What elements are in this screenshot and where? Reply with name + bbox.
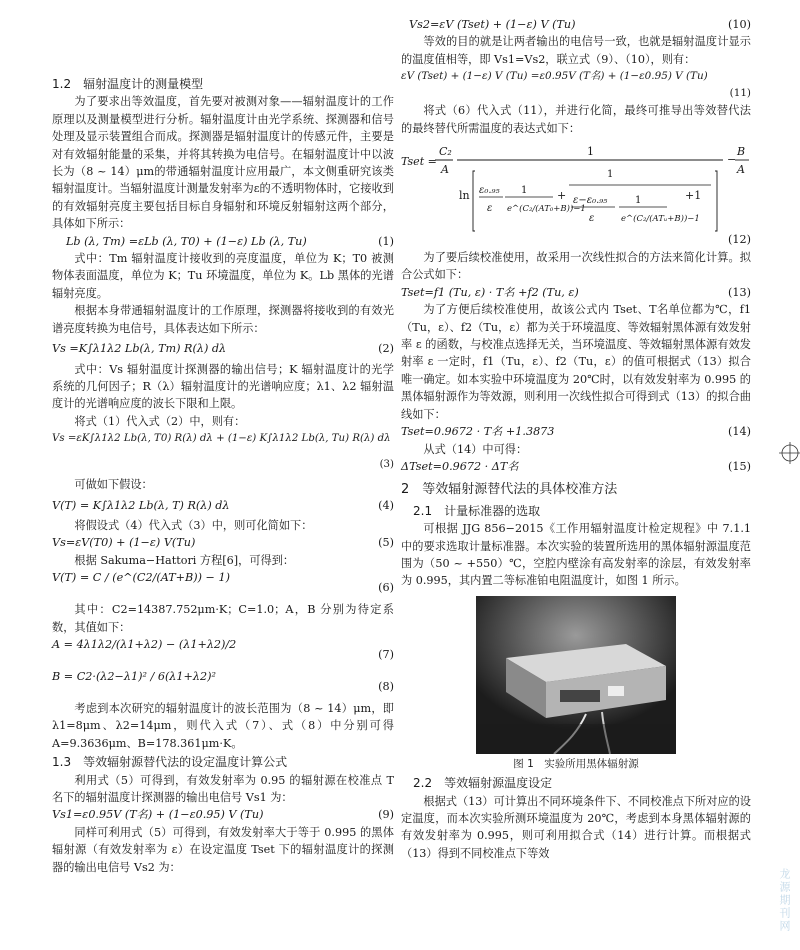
paragraph: 式中：Vs 辐射温度计探测器的输出信号；K 辐射温度计的光学系统的几何因子；R（λ）辐射温度计的光谱响应度；λ1、λ2 辐射温度计的光谱响应度的波长下限和上限。 (52, 362, 394, 411)
svg-text:1: 1 (607, 169, 614, 181)
paragraph: 将式（6）代入式（11），并进行化简，最终可推导出等效替代法的最终替代所需温度的表达式如下： (401, 104, 751, 135)
left-column (52, 76, 394, 876)
equation-3: Vs =εK∫λ1λ2 Lb(λ, T0) R(λ) dλ + (1−ε) K∫λ1λ2 Lb(λ, Tu) R(λ) dλ (3) (52, 433, 394, 471)
equation-15: ΔTset=0.9672 · ΔT名 (15) (401, 459, 751, 473)
equation-13: Tset=f1 (Tu, ε) · T名 +f2 (Tu, ε) (13) (401, 285, 751, 299)
paragraph: 为了要后续校准使用，故采用一次线性拟合的方法来简化计算。拟合公式如下： (401, 251, 751, 282)
equation-11: εV (Tset) + (1−ε) V (Tu) =ε0.95V (T名) + (1−ε0.95) V (Tu) (11) (401, 70, 751, 100)
equation-14: Tset=0.9672 · T名 +1.3873 (14) (401, 425, 751, 439)
svg-text:ln: ln (459, 189, 470, 203)
paragraph: 根据式（13）可计算出不同环境条件下、不同校准点下所对应的设定温度，而本次实验所测环境温度为 20℃，考虑到本身黑体辐射源的有效发射率为 0.995，则可利用拟合式（14）进行计算。而根据式（13）得到不同校准点下等效 (401, 794, 751, 860)
right-column (401, 16, 751, 862)
equation-7: A = 4λ1λ2/(λ1+λ2) − (λ1+λ2)/2 (7) (52, 637, 394, 661)
svg-text:ε−ε₀.₉₅: ε−ε₀.₉₅ (573, 195, 608, 207)
svg-text:e^(C₂/(ATᵤ+B))−1: e^(C₂/(ATᵤ+B))−1 (621, 214, 700, 225)
figure-1-photo (476, 596, 676, 754)
paragraph: 考虑到本次研究的辐射温度计的波长范围为（8 ~ 14）μm，即 λ1=8μm、λ2=14μm，则代入式（7）、式（8）中分别可得 A=9.3636μm、B=178.361μm·K。 (52, 701, 394, 750)
paragraph: 其中：C2=14387.752μm·K；C=1.0；A，B 分别为待定系数，其值如下： (52, 603, 394, 634)
equation-2: Vs =K∫λ1λ2 Lb(λ, Tm) R(λ) dλ (2) (52, 342, 394, 356)
registration-mark-icon (779, 442, 800, 464)
svg-text:ε: ε (487, 203, 493, 215)
svg-text:+: + (557, 189, 567, 203)
svg-text:1: 1 (635, 195, 642, 207)
paragraph: 根据 Sakuma−Hattori 方程[6]，可得到： (74, 553, 295, 567)
equation-10: Vs2=εV (Tset) + (1−ε) V (Tu) (10) (409, 18, 751, 31)
equation-1: Lb (λ, Tm) =εLb (λ, T0) + (1−ε) Lb (λ, Tu) (1) (66, 234, 394, 248)
svg-text:e^(C₂/(AT₀+B))−1: e^(C₂/(AT₀+B))−1 (507, 204, 586, 215)
section-1-3-title: 1.3 等效辐射源替代法的设定温度计算公式 (52, 755, 288, 770)
paragraph: 式中：Tm 辐射温度计接收到的亮度温度，单位为 K；T0 被测物体表面温度，单位为 K；Tu 环境温度，单位为 K。Lb 黑体的光谱辐射亮度。 (52, 252, 394, 300)
paragraph: 可根据 JJG 856−2015《工作用辐射温度计检定规程》中 7.1.1 中的要求选取计量标准器。本次实验的装置所选用的黑体辐射源温度范围为（50 ~ +550）℃，空腔内壁涂有高发射率的涂层，有效发射率为 0.995，其内置二等标准铂电阻温度计，如图 1 所示。 (401, 522, 751, 588)
paragraph: 为了方便后续校准使用，故该公式内 Tset、T名单位都为℃，f1（Tu，ε）、f2（Tu，ε）都为关于环境温度、等效辐射黑体源有效发射率 ε 的函数，与校准点选择无关，当环境温度、等效辐射黑体源有效发射率 ε 一定时，f1（Tu，ε）、f2（Tu，ε）的值可根据式（13）拟合唯一确定。如本实验中环境温度为 20℃时，以有效发射率为 0.995 的黑体辐射源作为等效源，则利用一次线性拟合可得到式（13）的拟合曲线如下： (401, 303, 751, 421)
paragraph: 为了要求出等效温度，首先要对被测对象——辐射温度计的工作原理以及测量模型进行分析。辐射温度计由光学系统、探测器和信号处理及显示装置组合而成。探测器是辐射温度计的传感元件，主要是对有效辐射能量的采集，并将其转换为电信号。在辐射温度计中以波长为（8 ~ 14）μm的带通辐射温度计应用最广，本文侧重研究该类辐射温度计。当辐射温度计测量发射率为ε的不透明物体时，它接收到的有效辐射亮度主要包括目标自身辐射和环境反射辐射这两个部分，具体如下所示： (52, 95, 394, 231)
equation-6: V(T) = C / (e^(C2/(AT+B)) − 1) (6) (52, 571, 394, 595)
figure-1-caption: 图 1 实验所用黑体辐射源 (513, 757, 639, 770)
paragraph: 利用式（5）可得到，有效发射率为 0.95 的辐射源在校准点 T 名下的辐射温度计探测器的输出电信号 Vs1 为： (52, 773, 394, 804)
equation-5: Vs=εV(T0) + (1−ε) V(Tu) (5) (52, 536, 394, 550)
equation-8: B = C2·(λ2−λ1)² / 6(λ1+λ2)² (8) (52, 669, 394, 693)
paragraph: 将假设式（4）代入式（3）中，则可化简如下： (74, 518, 313, 532)
svg-text:+1: +1 (685, 189, 702, 203)
equation-12 (401, 141, 751, 249)
section-2-1-title: 2.1 计量标准器的选取 (413, 503, 541, 518)
paragraph: 将式（1）代入式（2）中，则有： (74, 414, 246, 428)
equation-4: V(T) = K∫λ1λ2 Lb(λ, T) R(λ) dλ (4) (52, 498, 394, 512)
svg-text:A: A (737, 163, 745, 177)
svg-text:A: A (441, 163, 449, 177)
section-2-title: 2 等效辐射源替代法的具体校准方法 (401, 482, 618, 498)
svg-text:1: 1 (521, 185, 528, 197)
eq12-number: (12) (728, 233, 751, 247)
paragraph: 可做如下假设： (74, 478, 153, 492)
paragraph: 从式（14）中可得： (423, 442, 528, 456)
svg-text:B: B (737, 145, 746, 159)
equation-9: Vs1=ε0.95V (T名) + (1−ε0.95) V (Tu) (9) (52, 808, 394, 822)
watermark: 龙源期刊网 (778, 868, 791, 933)
svg-text:ε: ε (589, 213, 595, 225)
svg-text:−: − (727, 153, 737, 167)
blackbody-source-image (476, 596, 676, 754)
section-1-2-title: 1.2 辐射温度计的测量模型 (52, 77, 204, 91)
svg-text:C₂: C₂ (439, 145, 452, 159)
paragraph: 等效的目的就是让两者输出的电信号一致，也就是辐射温度计显示的温度值相等，即 Vs1=Vs2，联立式（9）、（10），则有： (401, 35, 751, 66)
svg-text:ε₀.₉₅: ε₀.₉₅ (479, 185, 500, 197)
paragraph: 根据本身带通辐射温度计的工作原理，探测器将接收到的有效光谱亮度转换为电信号，具体表达如下所示： (52, 304, 394, 335)
paragraph: 同样可利用式（5）可得到，有效发射率大于等于 0.995 的黑体辐射源（有效发射率为 ε）在设定温度 Tset 下的辐射温度计的探测器的输出电信号 Vs2 为： (52, 825, 394, 874)
equation-12-graphic (401, 141, 751, 249)
svg-text:1: 1 (587, 145, 594, 159)
eq12-lhs: Tset = (401, 155, 437, 169)
section-2-2-title: 2.2 等效辐射源温度设定 (413, 776, 553, 791)
